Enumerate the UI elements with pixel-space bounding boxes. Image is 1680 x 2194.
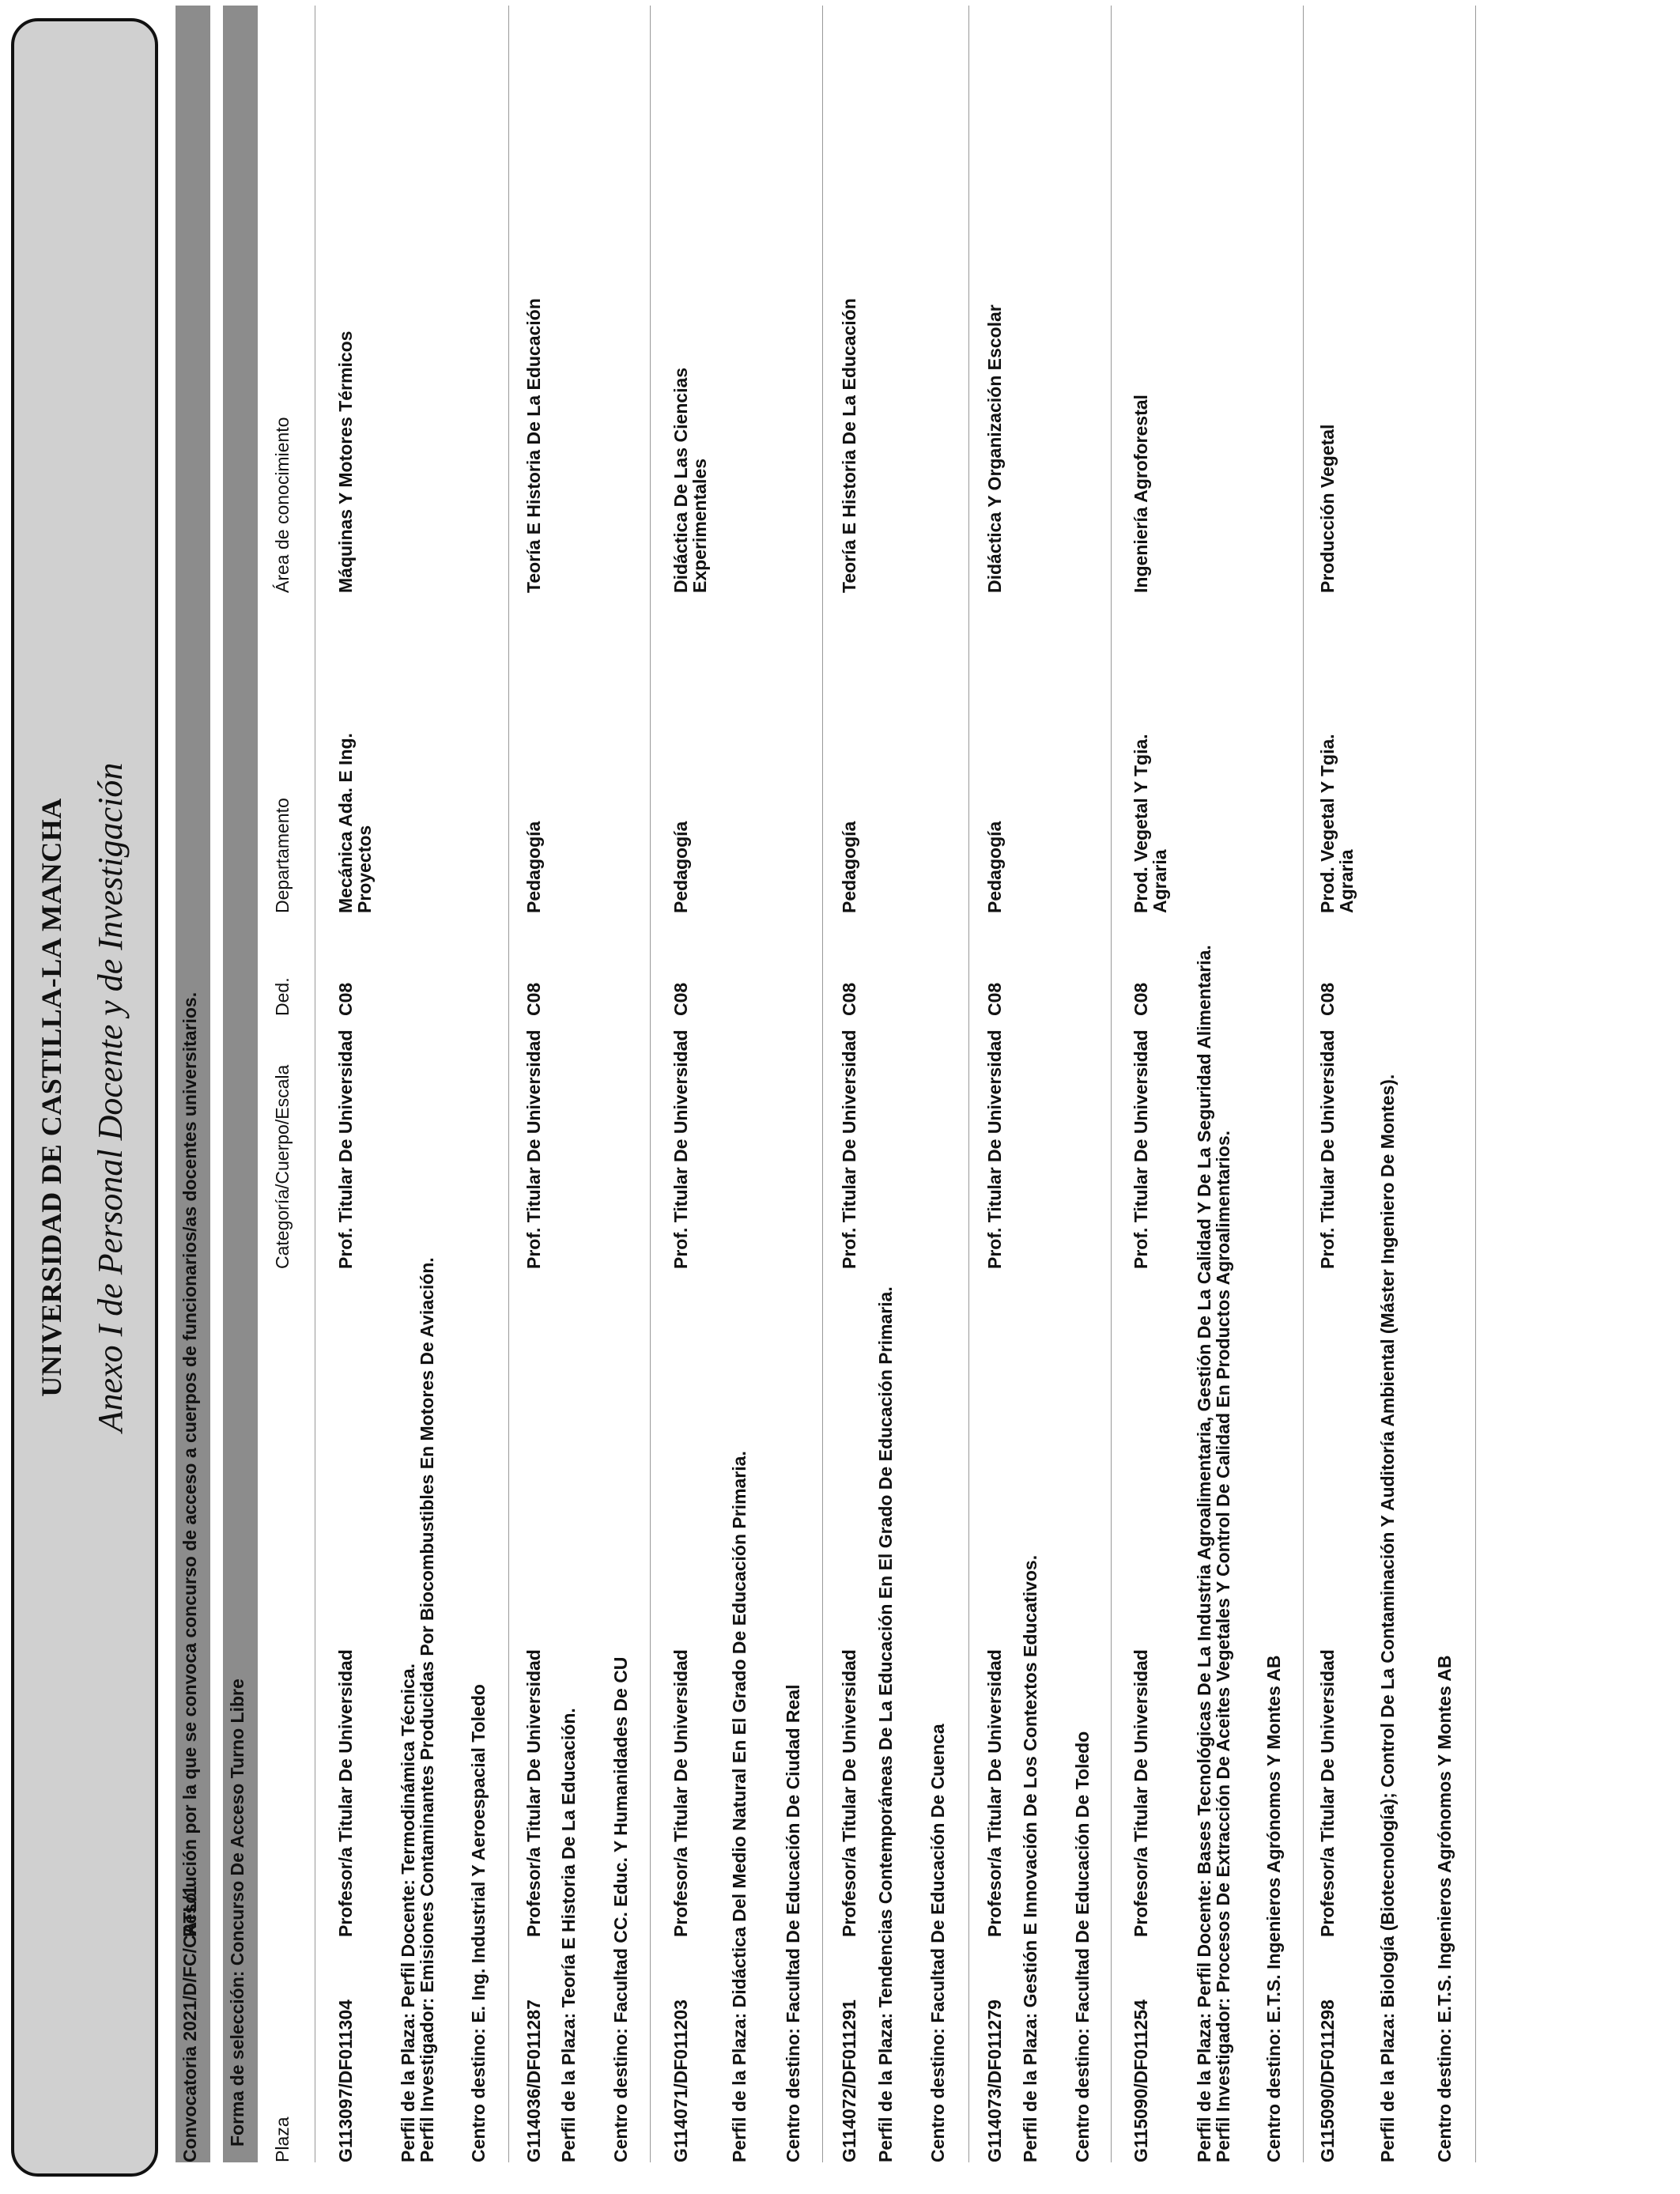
plaza-departamento-cont: Agraria	[1336, 849, 1357, 913]
plaza-dedicacion: C08	[1131, 982, 1151, 1016]
plaza-name: Profesor/a Titular De Universidad	[335, 1649, 356, 1937]
plaza-perfil: Perfil de la Plaza: Gestión E Innovación De Los Contextos Educativos.	[1020, 1554, 1040, 2162]
plaza-perfil-investigador: Perfil Investigador: Procesos De Extracción De Aceites Vegetales Y Control De Calidad En Productos Agroalimentarios.	[1213, 1130, 1233, 2162]
plaza-dedicacion: C08	[523, 982, 544, 1016]
plaza-code: G114072/DF011291	[839, 2000, 859, 2162]
plaza-dedicacion: C08	[1317, 982, 1338, 1016]
plaza-centro: Centro destino: Facultad De Educación De Toledo	[1072, 1731, 1093, 2162]
row-separator	[1303, 6, 1304, 2162]
plaza-departamento: Pedagogía	[523, 821, 544, 913]
plaza-categoria: Prof. Titular De Universidad	[335, 1029, 356, 1269]
plaza-code: G114036/DF011287	[523, 2000, 544, 2162]
plaza-area: Producción Vegetal	[1317, 424, 1338, 593]
plaza-perfil-investigador: Perfil Investigador: Emisiones Contaminantes Producidas Por Biocombustibles En Motores De Aviación.	[417, 1257, 437, 2162]
plaza-area: Máquinas Y Motores Térmicos	[335, 330, 356, 593]
plaza-name: Profesor/a Titular De Universidad	[1317, 1649, 1338, 1937]
annex-title: Anexo I de Personal Docente y de Investigación	[91, 762, 130, 1433]
plaza-name: Profesor/a Titular De Universidad	[523, 1649, 544, 1937]
plaza-code: G114071/DF011203	[670, 2000, 691, 2162]
plaza-dedicacion: C08	[839, 982, 859, 1016]
plaza-departamento: Prod. Vegetal Y Tgia.	[1317, 734, 1338, 913]
plaza-name: Profesor/a Titular De Universidad	[984, 1649, 1005, 1937]
plaza-categoria: Prof. Titular De Universidad	[984, 1029, 1005, 1269]
column-header-categoria: Categoría/Cuerpo/Escala	[272, 1064, 293, 1269]
plaza-area: Teoría E Historia De La Educación	[523, 298, 544, 593]
plaza-categoria: Prof. Titular De Universidad	[1131, 1029, 1151, 1269]
plaza-centro: Centro destino: Facultad De Educación De Ciudad Real	[783, 1684, 803, 2162]
plaza-categoria: Prof. Titular De Universidad	[1317, 1029, 1338, 1269]
title-box	[11, 18, 158, 2177]
row-separator	[968, 6, 969, 2162]
plaza-code: G113097/DF011304	[335, 2000, 356, 2162]
plaza-categoria: Prof. Titular De Universidad	[839, 1029, 859, 1269]
plaza-centro: Centro destino: Facultad De Educación De Cuenca	[927, 1724, 948, 2162]
column-header-ded: Ded.	[272, 977, 293, 1016]
plaza-dedicacion: C08	[335, 982, 356, 1016]
row-separator	[508, 6, 509, 2162]
plaza-departamento: Pedagogía	[839, 821, 859, 913]
plaza-area: Didáctica Y Organización Escolar	[984, 304, 1005, 593]
plaza-name: Profesor/a Titular De Universidad	[1131, 1649, 1151, 1937]
plaza-name: Profesor/a Titular De Universidad	[839, 1649, 859, 1937]
plaza-centro: Centro destino: E.T.S. Ingenieros Agrónomos Y Montes AB	[1434, 1655, 1455, 2162]
row-separator	[822, 6, 823, 2162]
plaza-departamento-cont: Agraria	[1150, 849, 1170, 913]
row-separator	[650, 6, 651, 2162]
plaza-centro: Centro destino: E.T.S. Ingenieros Agrónomos Y Montes AB	[1263, 1655, 1284, 2162]
plaza-code: G114073/DF011279	[984, 2000, 1005, 2162]
plaza-perfil: Perfil de la Plaza: Perfil Docente: Termodinámica Técnica.	[398, 1663, 418, 2162]
plaza-code: G115090/DF011298	[1317, 2000, 1338, 2162]
plaza-centro: Centro destino: E. Ing. Industrial Y Aeroespacial Toledo	[468, 1684, 489, 2162]
convocatoria-code: Convocatoria 2021/D/FC/CATL/1	[179, 1886, 200, 2162]
plaza-area: Didáctica De Las Ciencias	[670, 367, 691, 593]
plaza-perfil: Perfil de la Plaza: Biología (Biotecnología); Control De La Contaminación Y Auditoría Ambiental (Máster Ingeniero De Montes).	[1377, 1074, 1398, 2162]
plaza-categoria: Prof. Titular De Universidad	[670, 1029, 691, 1269]
plaza-departamento: Mecánica Ada. E Ing.	[335, 733, 356, 913]
plaza-area-cont: Experimentales	[689, 458, 710, 593]
row-separator	[1111, 6, 1112, 2162]
plaza-categoria: Prof. Titular De Universidad	[523, 1029, 544, 1269]
plaza-dedicacion: C08	[984, 982, 1005, 1016]
plaza-departamento: Pedagogía	[670, 821, 691, 913]
plaza-dedicacion: C08	[670, 982, 691, 1016]
plaza-departamento-cont: Proyectos	[354, 825, 375, 913]
plaza-departamento: Pedagogía	[984, 821, 1005, 913]
plaza-area: Ingeniería Agroforestal	[1131, 395, 1151, 593]
convocatoria-description: Resolución por la que se convoca concurso de acceso a cuerpos de funcionarios/as docentes universitarios.	[179, 991, 200, 1937]
plaza-name: Profesor/a Titular De Universidad	[670, 1649, 691, 1937]
plaza-centro: Centro destino: Facultad CC. Educ. Y Humanidades De CU	[610, 1656, 631, 2162]
plaza-perfil: Perfil de la Plaza: Teoría E Historia De La Educación.	[558, 1708, 579, 2162]
plaza-perfil: Perfil de la Plaza: Tendencias Contemporáneas De La Educación En El Grado De Educación Primaria.	[875, 1286, 896, 2162]
plaza-code: G115090/DF011254	[1131, 2000, 1151, 2162]
plaza-area: Teoría E Historia De La Educación	[839, 298, 859, 593]
row-separator	[1475, 6, 1476, 2162]
plaza-departamento: Prod. Vegetal Y Tgia.	[1131, 734, 1151, 913]
column-header-plaza: Plaza	[272, 2117, 293, 2162]
plaza-perfil: Perfil de la Plaza: Perfil Docente: Bases Tecnológicas De La Industria Agroalimentaria, Gestión De La Calidad Y De La Seguridad Alimentaria.	[1194, 945, 1214, 2162]
column-header-area: Área de conocimiento	[272, 417, 293, 593]
university-name: UNIVERSIDAD DE CASTILLA-LA MANCHA	[36, 798, 67, 1397]
seleccion-text: Forma de selección: Concurso De Acceso Turno Libre	[227, 1679, 247, 2147]
column-header-departamento: Departamento	[272, 798, 293, 913]
plaza-perfil: Perfil de la Plaza: Didáctica Del Medio Natural En El Grado De Educación Primaria.	[729, 1451, 749, 2162]
